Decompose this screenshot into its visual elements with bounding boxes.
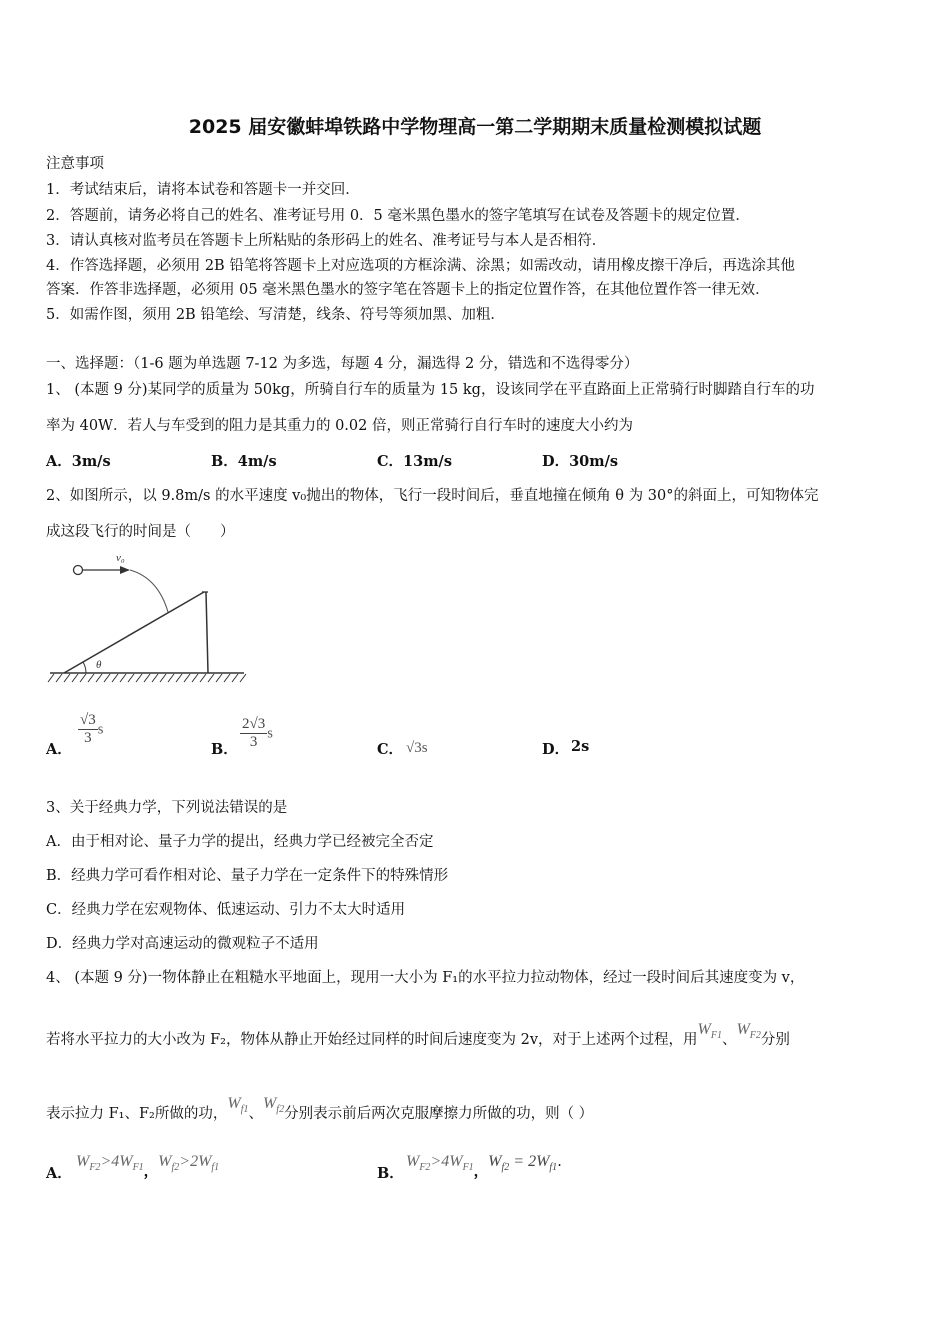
- q2-option-b-den: 3: [249, 734, 258, 750]
- q3-option-d: D．经典力学对高速运动的微观粒子不适用: [46, 936, 319, 952]
- q4-option-a-value: $W_{F2}>4W_{F1}$，$W_{f2}>2W_{f1}$: [76, 1153, 220, 1180]
- velocity-arrowhead: [120, 566, 130, 574]
- q1-option-b: B．4m/s: [211, 453, 277, 470]
- notice-heading: 注意事项: [46, 156, 104, 172]
- q2-option-a-den: 3: [84, 730, 92, 746]
- q4-line2-text: 若将水平拉力的大小改为 F₂，物体从静止开始经过同样的时间后速度变为 2v，对于上述两个过程，用: [46, 1032, 698, 1048]
- q2-option-b-label: B．: [211, 741, 238, 758]
- q3-option-c: C．经典力学在宏观物体、低速运动、引力不太大时适用: [46, 902, 406, 918]
- q4-line3-end: 分别表示前后两次克服摩擦力所做的功，则（ ）: [284, 1106, 594, 1122]
- q3-option-a: A．由于相对论、量子力学的提出，经典力学已经被完全否定: [46, 834, 434, 850]
- angle-arc: [83, 662, 86, 673]
- q1-stem-line1: 1、 (本题 9 分)某同学的质量为 50kg，所骑自行车的质量为 15 kg，设该同学在平直路面上正常骑行时脚踏自行车的功: [46, 382, 815, 398]
- q3-option-b: B．经典力学可看作相对论、量子力学在一定条件下的特殊情形: [46, 868, 449, 884]
- q1-stem-line2: 率为 40W．若人与车受到的阻力是其重力的 0.02 倍，则正常骑行自行车时的速度大小约为: [46, 418, 633, 434]
- q4-line2-sep: 、: [721, 1032, 737, 1048]
- q2-stem-line2: 成这段飞行的时间是（ ）: [46, 524, 235, 540]
- q4-line3-text: 表示拉力 F₁、F₂所做的功，: [46, 1106, 228, 1122]
- incline-projectile-figure: [46, 548, 251, 688]
- q2-option-a-value: [78, 712, 103, 747]
- q2-option-c-label: C．: [377, 741, 404, 758]
- q4-stem-line3: [46, 1095, 594, 1125]
- notice-item: 答案．作答非选择题，必须用 05 毫米黑色墨水的签字笔在答题卡上的指定位置作答，在其他位置作答一律无效．: [46, 282, 770, 298]
- q4-stem-line2: [46, 1021, 790, 1051]
- section-heading: 一、选择题：（1-6 题为单选题 7-12 为多选，每题 4 分，漏选得 2 分，错选和不选得零分）: [46, 356, 639, 372]
- notice-item: 4．作答选择题，必须用 2B 铅笔将答题卡上对应选项的方框涂满、涂黑；如需改动，请用橡皮擦干净后，再选涂其他: [46, 258, 795, 274]
- q4-stem-line1: 4、 (本题 9 分)一物体静止在粗糙水平地面上，现用一大小为 F₁的水平拉力拉动物体，经过一段时间后其速度变为 v，: [46, 970, 805, 986]
- q2-option-a-unit: s: [97, 721, 104, 738]
- notice-item: 5．如需作图，须用 2B 铅笔绘、写清楚，线条、符号等须加黑、加粗．: [46, 307, 505, 323]
- q2-stem-line1: 2、如图所示，以 9.8m/s 的水平速度 v₀抛出的物体，飞行一段时间后，垂直地撞在倾角 θ 为 30°的斜面上，可知物体完: [46, 488, 819, 504]
- q4-sym-wf1: $W_{F1}$: [697, 1021, 722, 1042]
- q4-sym-wf-small-1: $W_{f1}$: [227, 1095, 249, 1116]
- q2-option-c-value: √3s: [406, 740, 428, 756]
- incline-wall: [206, 592, 208, 673]
- q2-option-b-num: 2√3: [242, 716, 266, 732]
- q4-sym-wf-small-2: $W_{f2}$: [262, 1095, 285, 1116]
- q3-stem: 3、关于经典力学，下列说法错误的是: [46, 800, 288, 816]
- q1-option-a: A．3m/s: [46, 453, 111, 470]
- q4-line3-sep: 、: [248, 1106, 263, 1122]
- q2-option-b-unit: s: [267, 725, 273, 742]
- q4-option-a-label: A．: [46, 1165, 72, 1182]
- q4-option-b-label: B．: [377, 1165, 404, 1182]
- q1-option-d: D．30m/s: [542, 453, 619, 470]
- page-title: 2025 届安徽蚌埠铁路中学物理高一第二学期期末质量检测模拟试题: [188, 116, 762, 138]
- q2-option-a-label: A．: [46, 741, 72, 758]
- projectile-ball: [74, 566, 83, 575]
- q2-option-b-value: [240, 716, 273, 751]
- notice-item: 3．请认真核对监考员在答题卡上所粘贴的条形码上的姓名、准考证号与本人是否相符．: [46, 233, 607, 249]
- velocity-label: v₀: [116, 552, 125, 564]
- angle-label: θ: [96, 659, 102, 671]
- q4-option-b-value: $W_{F2}>4W_{F1}$，$W_{f2} = 2W_{f1}$.: [406, 1153, 562, 1180]
- q1-option-c: C．13m/s: [377, 453, 453, 470]
- incline-surface: [64, 592, 204, 673]
- q2-option-d-label: D．: [542, 741, 570, 758]
- q2-option-d-value: 2s: [571, 738, 590, 755]
- trajectory-curve: [130, 570, 168, 612]
- q4-line2-end: 分别: [760, 1032, 790, 1048]
- q2-option-a-num: √3: [80, 712, 96, 728]
- notice-item: 2．答题前，请务必将自己的姓名、准考证号用 0．5 毫米黑色墨水的签字笔填写在试卷及答题卡的规定位置．: [46, 208, 750, 224]
- notice-item: 1．考试结束后，请将本试卷和答题卡一并交回．: [46, 182, 360, 198]
- q4-sym-wf2: $W_{F2}$: [736, 1021, 761, 1042]
- ground-hatching: [48, 674, 246, 682]
